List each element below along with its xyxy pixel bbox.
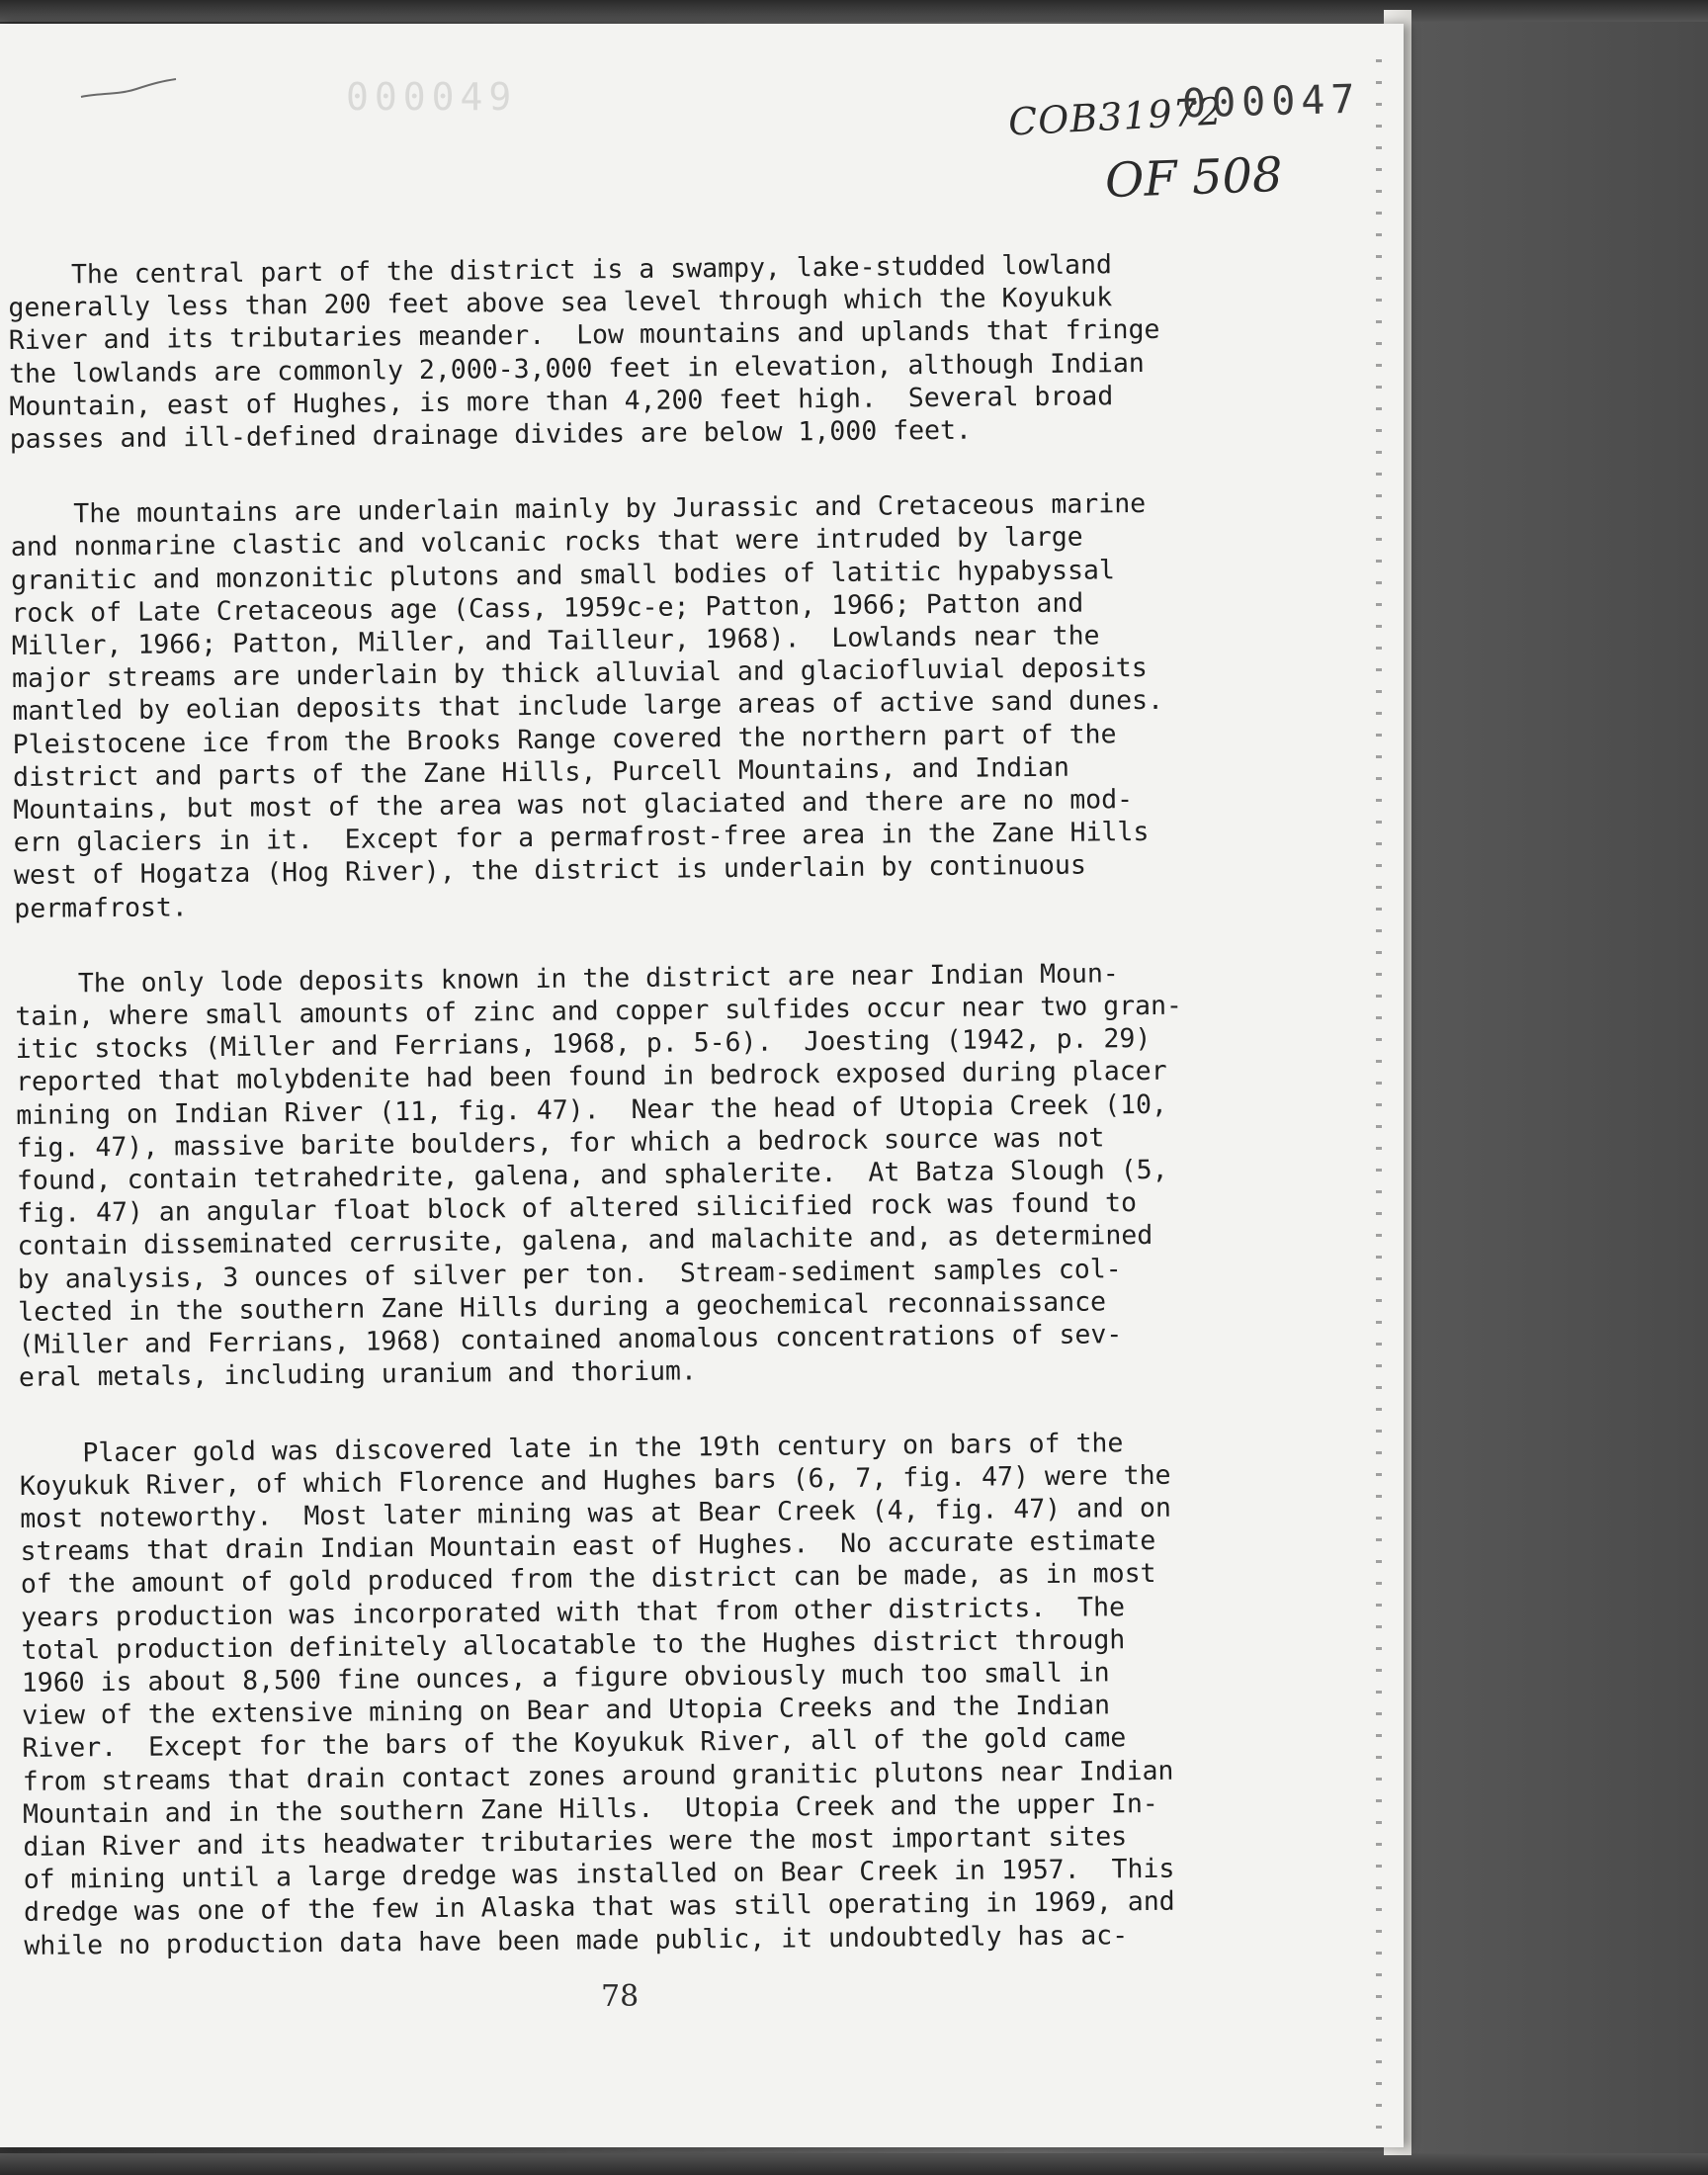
handwritten-of-number: OF 508 <box>1104 146 1284 210</box>
handwritten-code: COB31972 <box>1006 89 1225 144</box>
document-page <box>0 24 1404 2147</box>
ghost-stamp: 000049 <box>346 75 518 119</box>
page-number: 78 <box>601 1979 640 2014</box>
paragraph-3: The only lode deposits known in the district are near Indian Moun- tain, where small amounts of zinc and copper sulfides occur near two gran- itic stocks (Miller and Ferrians, 1968, p. 5-6). Joesting (1942, p. 29) reported that molybdenite had been found in bedrock exposed during placer mining on Indian River (11, fig. 47). Near the head of Utopia Creek (10, fig. 47), massive barite boulders, for which a bedrock source was not found, contain tetrahedrite, galena, and sphalerite. At Batza Slough (5, fig. 47) an angular float block of altered silicified rock was found to contain disseminated cerrusite, galena, and malachite and, as determined by analysis, 3 ounces of silver per ton. Stream-sediment samples col- lected in the southern Zane Hills during a geochemical reconnaissance (Miller and Ferrians, 1968) contained anomalous concentrations of sev- eral metals, including uranium and thorium. <box>14 958 1183 1394</box>
paragraph-2: The mountains are underlain mainly by Jurassic and Cretaceous marine and nonmarine clastic and volcanic rocks that were intruded by large granitic and monzonitic plutons and small bodies of latitic hypabyssal rock of Late Cretaceous age (Cass, 1959c-e; Patton, 1966; Patton and Miller, 1966; Patton, Miller, and Tailleur, 1968). Lowlands near the major streams are underlain by thick alluvial and glaciofluvial deposits mantled by eolian deposits that include large areas of active sand dunes. Pleistocene ice from the Brooks Range covered the northern part of the district and parts of the Zane Hills, Purcell Mountains, and Indian Mountains, but most of the area was not glaciated and there are no mod- ern glaciers in it. Except for a permafrost-free area in the Zane Hills west of Hogatza (Hog River), the district is underlain by continuous permafrost. <box>10 488 1164 924</box>
scan-bottom-edge <box>0 2153 1708 2175</box>
paragraph-1: The central part of the district is a swampy, lake-studded lowland generally less than 200 feet above sea level through which the Koyukuk River and its tributaries meander. Low mountains and uplands that fringe the lowlands are commonly 2,000-3,000 feet in elevation, although Indian Mountain, east of Hughes, is more than 4,200 feet high. Several broad passes and ill-defined drainage divides are below 1,000 feet. <box>8 249 1160 456</box>
pen-mark-icon <box>79 75 178 105</box>
paragraph-4: Placer gold was discovered late in the 19th century on bars of the Koyukuk River, of which Florence and Hughes bars (6, 7, fig. 47) were the most noteworthy. Most later mining was at Bear Creek (4, fig. 47) and on streams that drain Indian Mountain east of Hughes. No accurate estimate of the amount of gold produced from the district can be made, as in most years production was incorporated with that from other districts. The total production definitely allocatable to the Hughes district through 1960 is about 8,500 fine ounces, a figure obviously much too small in view of the extensive mining on Bear and Utopia Creeks and the Indian River. Except for the bars of the Koyukuk River, all of the gold came from streams that drain contact zones around granitic plutons near Indian Mountain and in the southern Zane Hills. Utopia Creek and the upper In- dian River and its headwater tributaries were the most important sites of mining until a large dredge was installed on Bear Creek in 1957. This dredge was one of the few in Alaska that was still operating in 1969, and while no production data have been made public, it undoubtedly has ac- <box>19 1427 1175 1961</box>
edge-tick-marks <box>1376 59 1382 2135</box>
body-text <box>8 247 1280 2005</box>
scan-top-edge <box>0 0 1708 22</box>
page-stamp-number: 000047 <box>1181 76 1362 128</box>
